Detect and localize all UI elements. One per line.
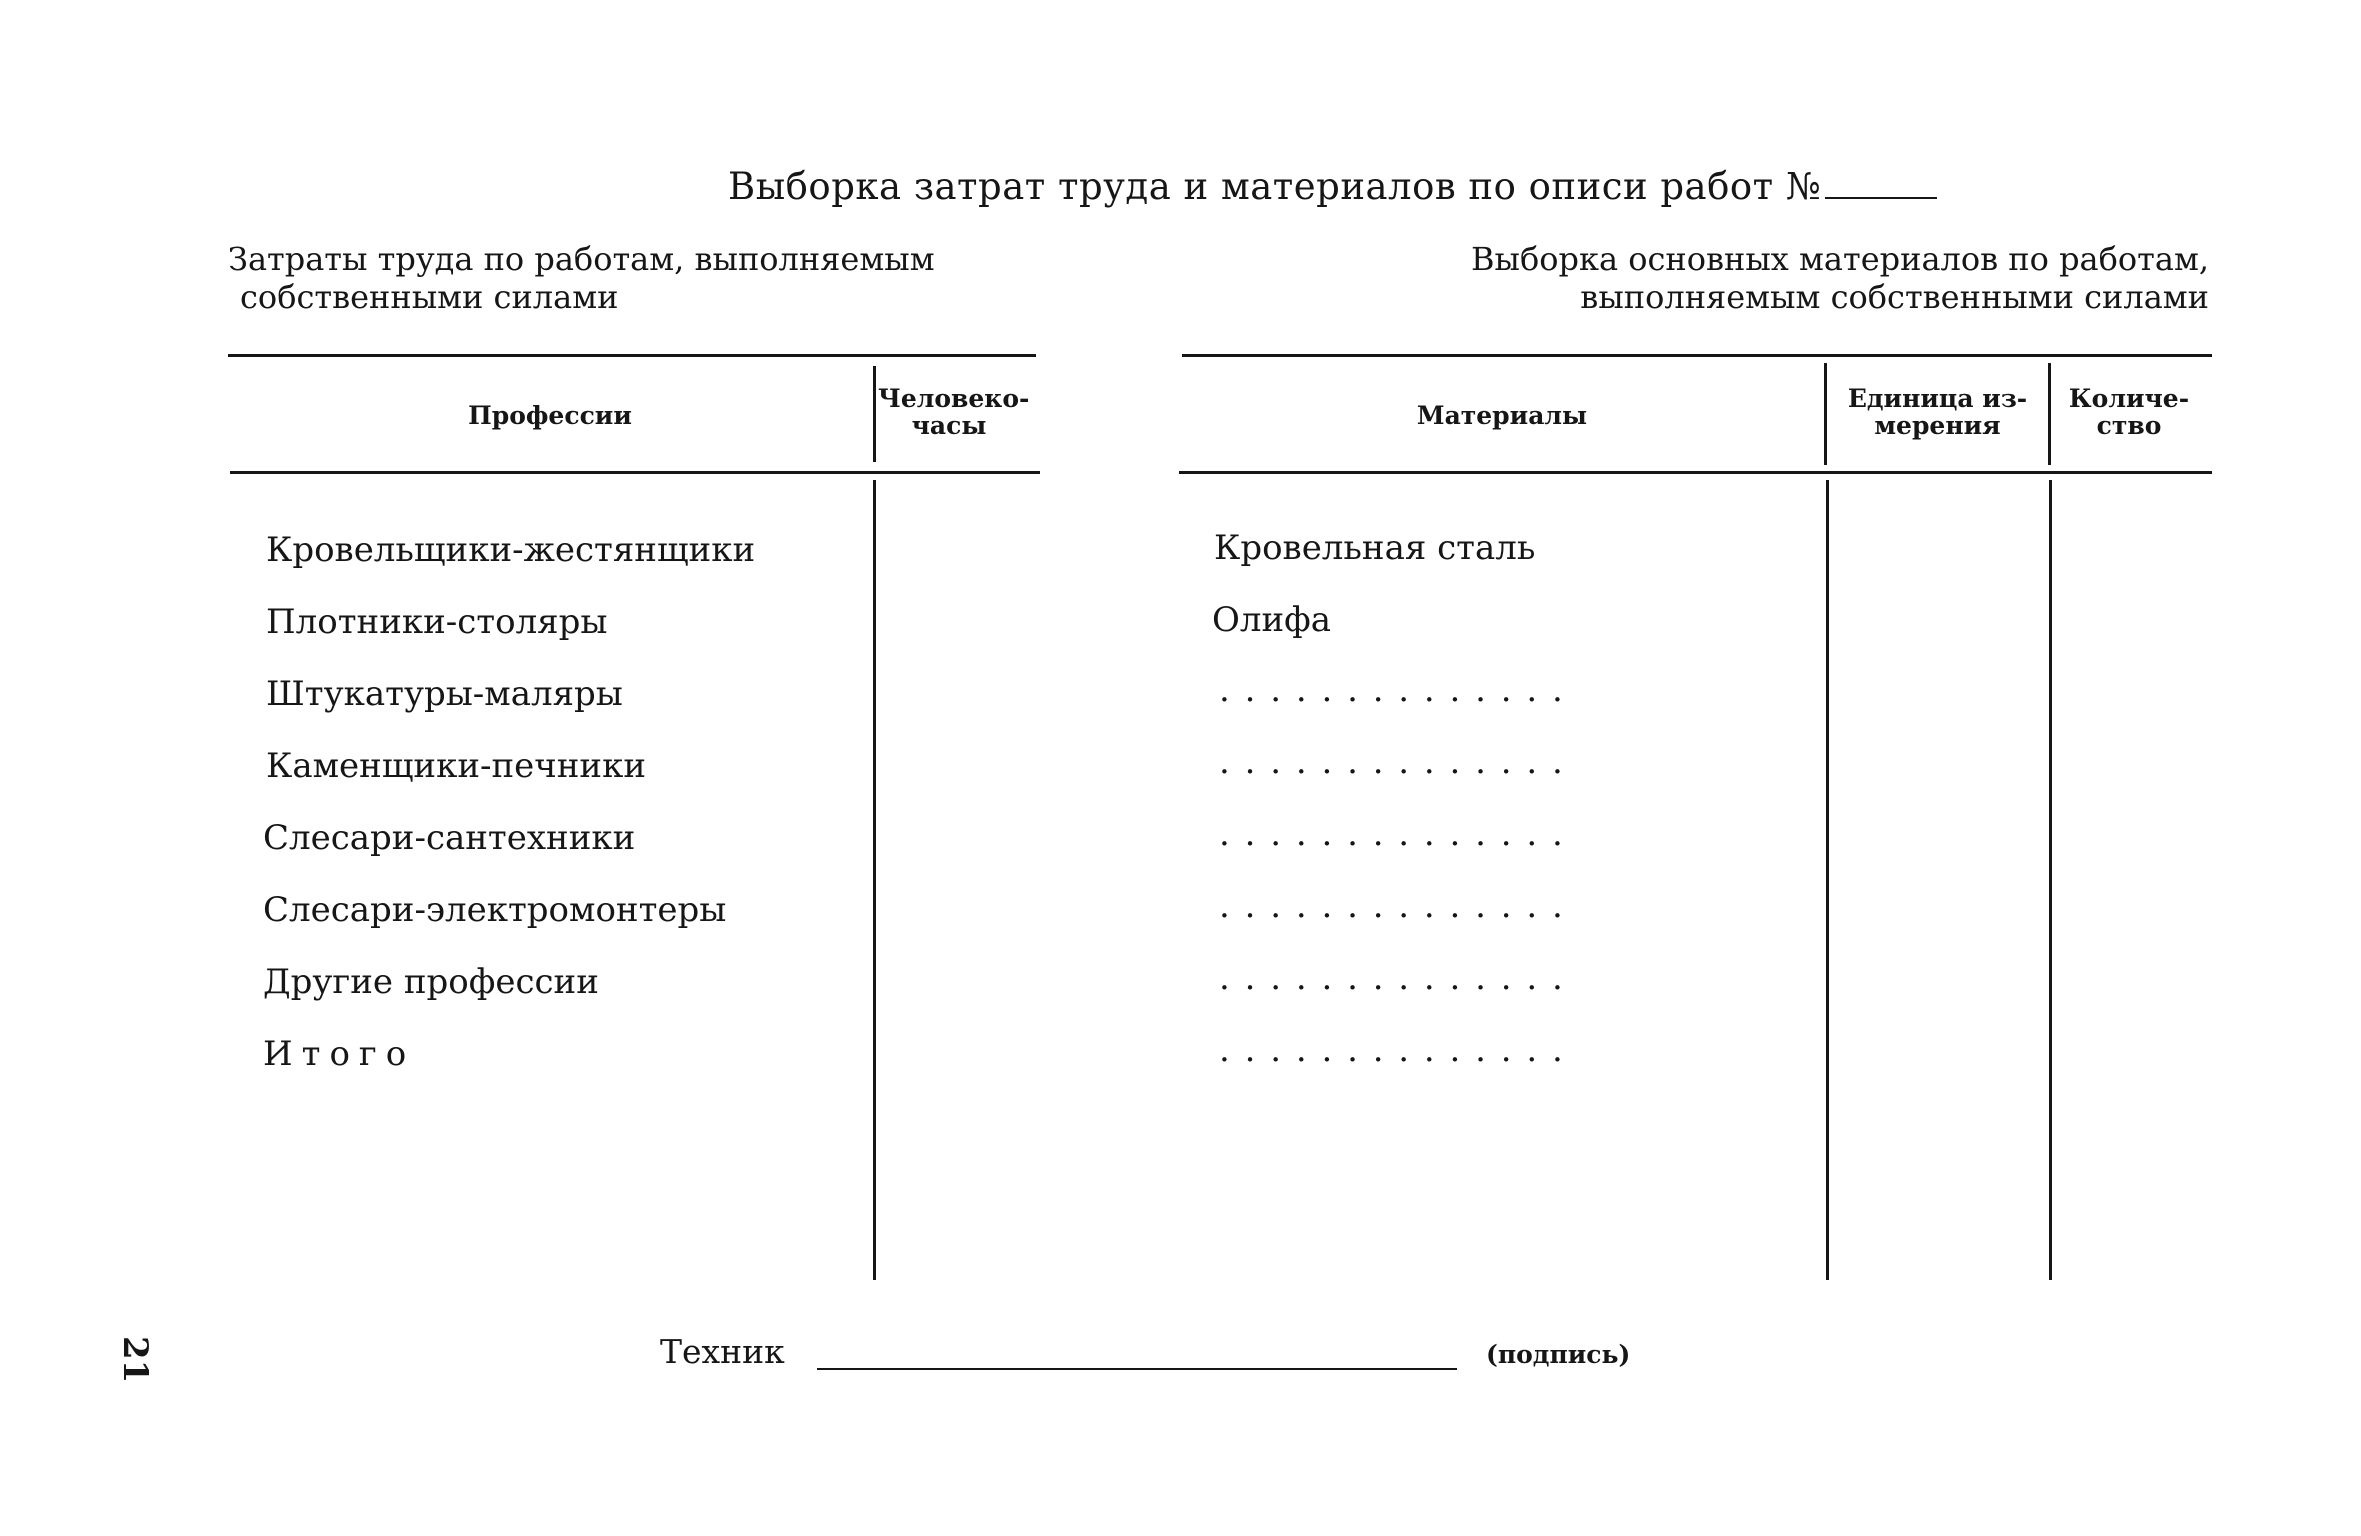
- profession-row: Другие профессии: [263, 962, 599, 1002]
- right-header-divider-2: [2048, 363, 2051, 465]
- material-row-dotted: . . . . . . . . . . . . . .: [1219, 670, 1565, 710]
- right-header-divider-1: [1824, 363, 1827, 465]
- material-row-dotted: . . . . . . . . . . . . . .: [1219, 958, 1565, 998]
- left-header-divider: [873, 366, 876, 462]
- signature-note: (подпись): [1486, 1340, 1631, 1369]
- document-title: [728, 165, 1937, 208]
- material-row: Кровельная сталь: [1214, 528, 1536, 568]
- col-header-quantity: Количе- ство: [2068, 384, 2190, 440]
- profession-row: Слесари-сантехники: [263, 818, 636, 858]
- right-table-header-rule: [1179, 471, 2212, 474]
- profession-row: Кровельщики-жестянщики: [266, 530, 756, 570]
- opis-number-blank[interactable]: [1825, 167, 1937, 199]
- title-text: Выборка затрат труда и материалов по описи работ №: [728, 165, 1822, 208]
- col-header-man-hours: Человеко- часы: [878, 384, 1030, 440]
- col-header-unit: Единица из- мерения: [1847, 384, 2028, 440]
- col-header-professions: Профессии: [468, 401, 632, 430]
- right-heading-line1: Выборка основных материалов по работам,: [1470, 240, 2209, 278]
- left-table-top-rule: [228, 354, 1036, 357]
- material-row: Олифа: [1212, 600, 1332, 640]
- right-section-heading: [1471, 240, 2209, 316]
- material-row-dotted: . . . . . . . . . . . . . .: [1219, 742, 1565, 782]
- page-number: 21: [115, 1336, 155, 1384]
- material-row-dotted: . . . . . . . . . . . . . .: [1219, 886, 1565, 926]
- profession-row: Плотники-столяры: [266, 602, 608, 642]
- total-row: Итого: [263, 1034, 416, 1074]
- left-table-header-rule: [230, 471, 1040, 474]
- left-body-divider: [873, 480, 876, 1280]
- left-section-heading: [228, 240, 935, 316]
- right-table-top-rule: [1182, 354, 2212, 357]
- left-heading-line2: собственными силами: [240, 278, 619, 316]
- profession-row: Каменщики-печники: [266, 746, 646, 786]
- signature-line[interactable]: [817, 1368, 1457, 1370]
- technician-label: Техник: [660, 1332, 785, 1371]
- right-body-divider-2: [2049, 480, 2052, 1280]
- right-heading-line2: выполняемым собственными силами: [1580, 278, 2209, 316]
- profession-row: Слесари-электромонтеры: [263, 890, 727, 930]
- profession-row: Штукатуры-маляры: [266, 674, 623, 714]
- col-header-materials: Материалы: [1416, 401, 1588, 430]
- right-body-divider-1: [1826, 480, 1829, 1280]
- left-heading-line1: Затраты труда по работам, выполняемым: [228, 240, 935, 278]
- material-row-dotted: . . . . . . . . . . . . . .: [1219, 1030, 1565, 1070]
- material-row-dotted: . . . . . . . . . . . . . .: [1219, 814, 1565, 854]
